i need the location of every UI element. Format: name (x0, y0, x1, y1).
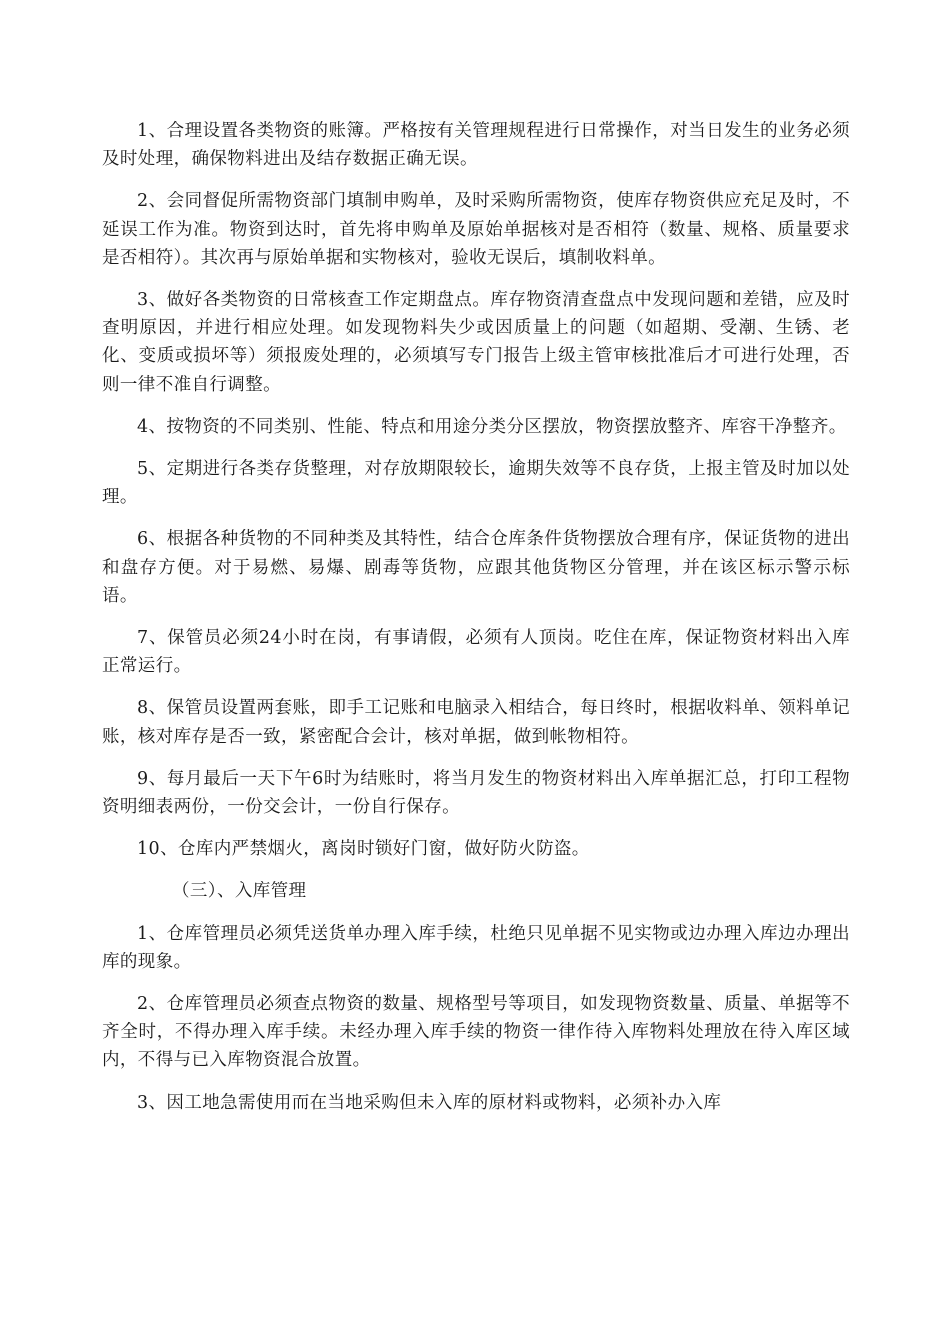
paragraph-item-5: 5、定期进行各类存货整理，对存放期限较长，逾期失效等不良存货，上报主管及时加以处理。 (102, 459, 850, 508)
paragraph-inbound-3: 3、因工地急需使用而在当地采购但未入库的原材料或物料，必须补办入库 (137, 1092, 722, 1113)
section-heading: （三）、入库管理 (172, 881, 307, 902)
paragraph-item-9: 9、每月最后一天下午6时为结账时，将当月发生的物资材料出入库单据汇总，打印工程物资明细表两份，一份交会计，一份自行保存。 (102, 768, 850, 818)
document-body (102, 117, 850, 1131)
paragraph-item-10: 10、仓库内严禁烟火，离岗时锁好门窗，做好防火防盗。 (137, 839, 590, 860)
paragraph-item-1: 1、合理设置各类物资的账簿。严格按有关管理规程进行日常操作，对当日发生的业务必须及时处理，确保物料进出及结存数据正确无误。 (102, 121, 850, 170)
paragraph-item-8: 8、保管员设置两套账，即手工记账和电脑录入相结合，每日终时，根据收料单、领料单记账，核对库存是否一致，紧密配合会计，核对单据，做到帐物相符。 (102, 698, 850, 747)
paragraph-inbound-2: 2、仓库管理员必须查点物资的数量、规格型号等项目，如发现物资数量、质量、单据等不齐全时，不得办理入库手续。未经办理入库手续的物资一律作待入库物料处理放在待入库区域内，不得与已入库物资混合放置。 (102, 994, 850, 1071)
paragraph-item-4: 4、按物资的不同类别、性能、特点和用途分类分区摆放，物资摆放整齐、库容干净整齐。 (137, 416, 847, 437)
paragraph-item-6: 6、根据各种货物的不同种类及其特性，结合仓库条件货物摆放合理有序，保证货物的进出和盘存方便。对于易燃、易爆、剧毒等货物，应跟其他货物区分管理，并在该区标示警示标语。 (102, 529, 850, 606)
paragraph-item-3: 3、做好各类物资的日常核查工作定期盘点。库存物资清查盘点中发现问题和差错，应及时查明原因，并进行相应处理。如发现物料失少或因质量上的问题（如超期、受潮、生锈、老化、变质或损坏等）须报废处理的，必须填写专门报告上级主管审核批准后才可进行处理，否则一律不准自行调整。 (102, 290, 850, 395)
paragraph-inbound-1: 1、仓库管理员必须凭送货单办理入库手续，杜绝只见单据不见实物或边办理入库边办理出库的现象。 (102, 923, 850, 972)
paragraph-item-2: 2、会同督促所需物资部门填制申购单，及时采购所需物资，使库存物资供应充足及时，不延误工作为准。物资到达时，首先将申购单及原始单据核对是否相符（数量、规格、质量要求是否相符）。其次再与原始单据和实物核对，验收无误后，填制收料单。 (102, 191, 850, 268)
paragraph-item-7: 7、保管员必须24小时在岗，有事请假，必须有人顶岗。吃住在库，保证物资材料出入库正常运行。 (102, 628, 850, 677)
